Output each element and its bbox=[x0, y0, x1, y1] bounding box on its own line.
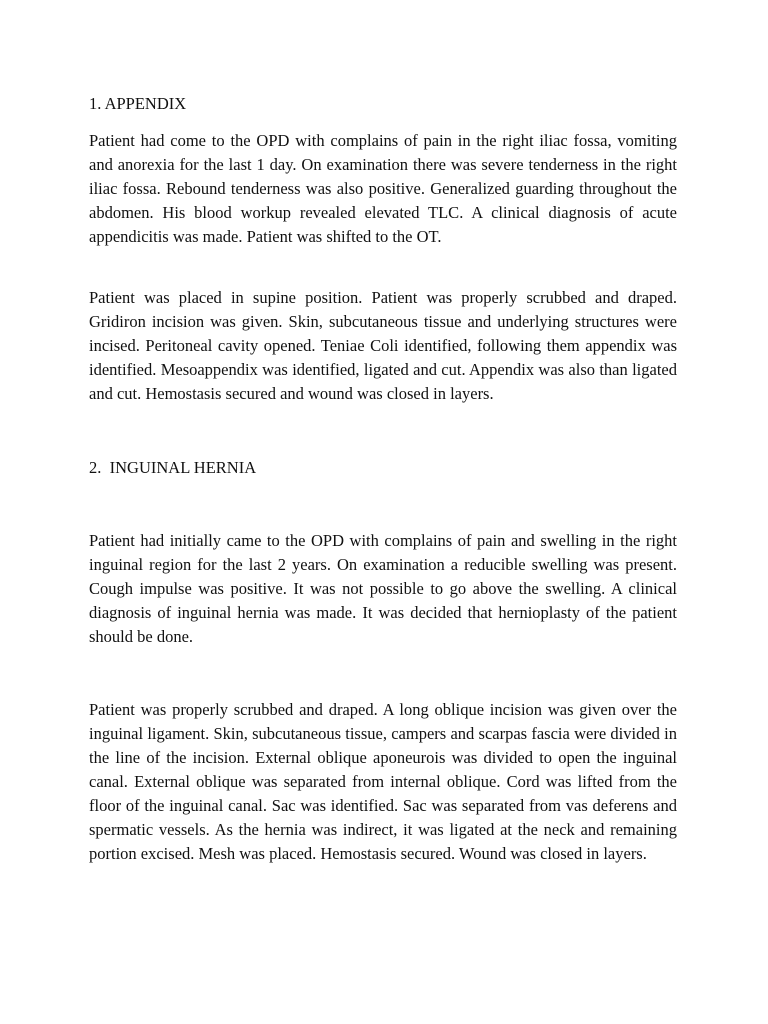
appendix-procedure-paragraph: Patient was placed in supine position. Patient was properly scrubbed and draped. Gridiron incision was given. Skin, subcutaneous tissue and underlying structures were incised. Peritoneal cavity opened. Teniae Coli identified, following them appendix was identified. Mesoappendix was identified, ligated and cut. Appendix was also than ligated and cut. Hemostasis secured and wound was closed in layers. bbox=[89, 288, 677, 403]
appendix-history-paragraph: Patient had come to the OPD with complains of pain in the right iliac fossa, vomiting and anorexia for the last 1 day. On examination there was severe tenderness in the right iliac fossa. Rebound tenderness was also positive. Generalized guarding throughout the abdomen. His blood workup revealed elevated TLC. A clinical diagnosis of acute appendicitis was made. Patient was shifted to the OT. bbox=[89, 131, 677, 246]
section-heading-inguinal-hernia: 2. INGUINAL HERNIA bbox=[89, 458, 257, 477]
section-heading-appendix: 1. APPENDIX bbox=[89, 94, 187, 113]
hernia-procedure-paragraph: Patient was properly scrubbed and draped. A long oblique incision was given over the inguinal ligament. Skin, subcutaneous tissue, campers and scarpas fascia were divided in the line of the incision. External oblique aponeurois was divided to open the inguinal canal. External oblique was separated from internal oblique. Cord was lifted from the floor of the inguinal canal. Sac was identified. Sac was separated from vas deferens and spermatic vessels. As the hernia was indirect, it was ligated at the neck and remaining portion excised. Mesh was placed. Hemostasis secured. Wound was closed in layers. bbox=[89, 700, 677, 863]
hernia-history-paragraph: Patient had initially came to the OPD with complains of pain and swelling in the right inguinal region for the last 2 years. On examination a reducible swelling was present. Cough impulse was positive. It was not possible to go above the swelling. A clinical diagnosis of inguinal hernia was made. It was decided that hernioplasty of the patient should be done. bbox=[89, 531, 677, 646]
